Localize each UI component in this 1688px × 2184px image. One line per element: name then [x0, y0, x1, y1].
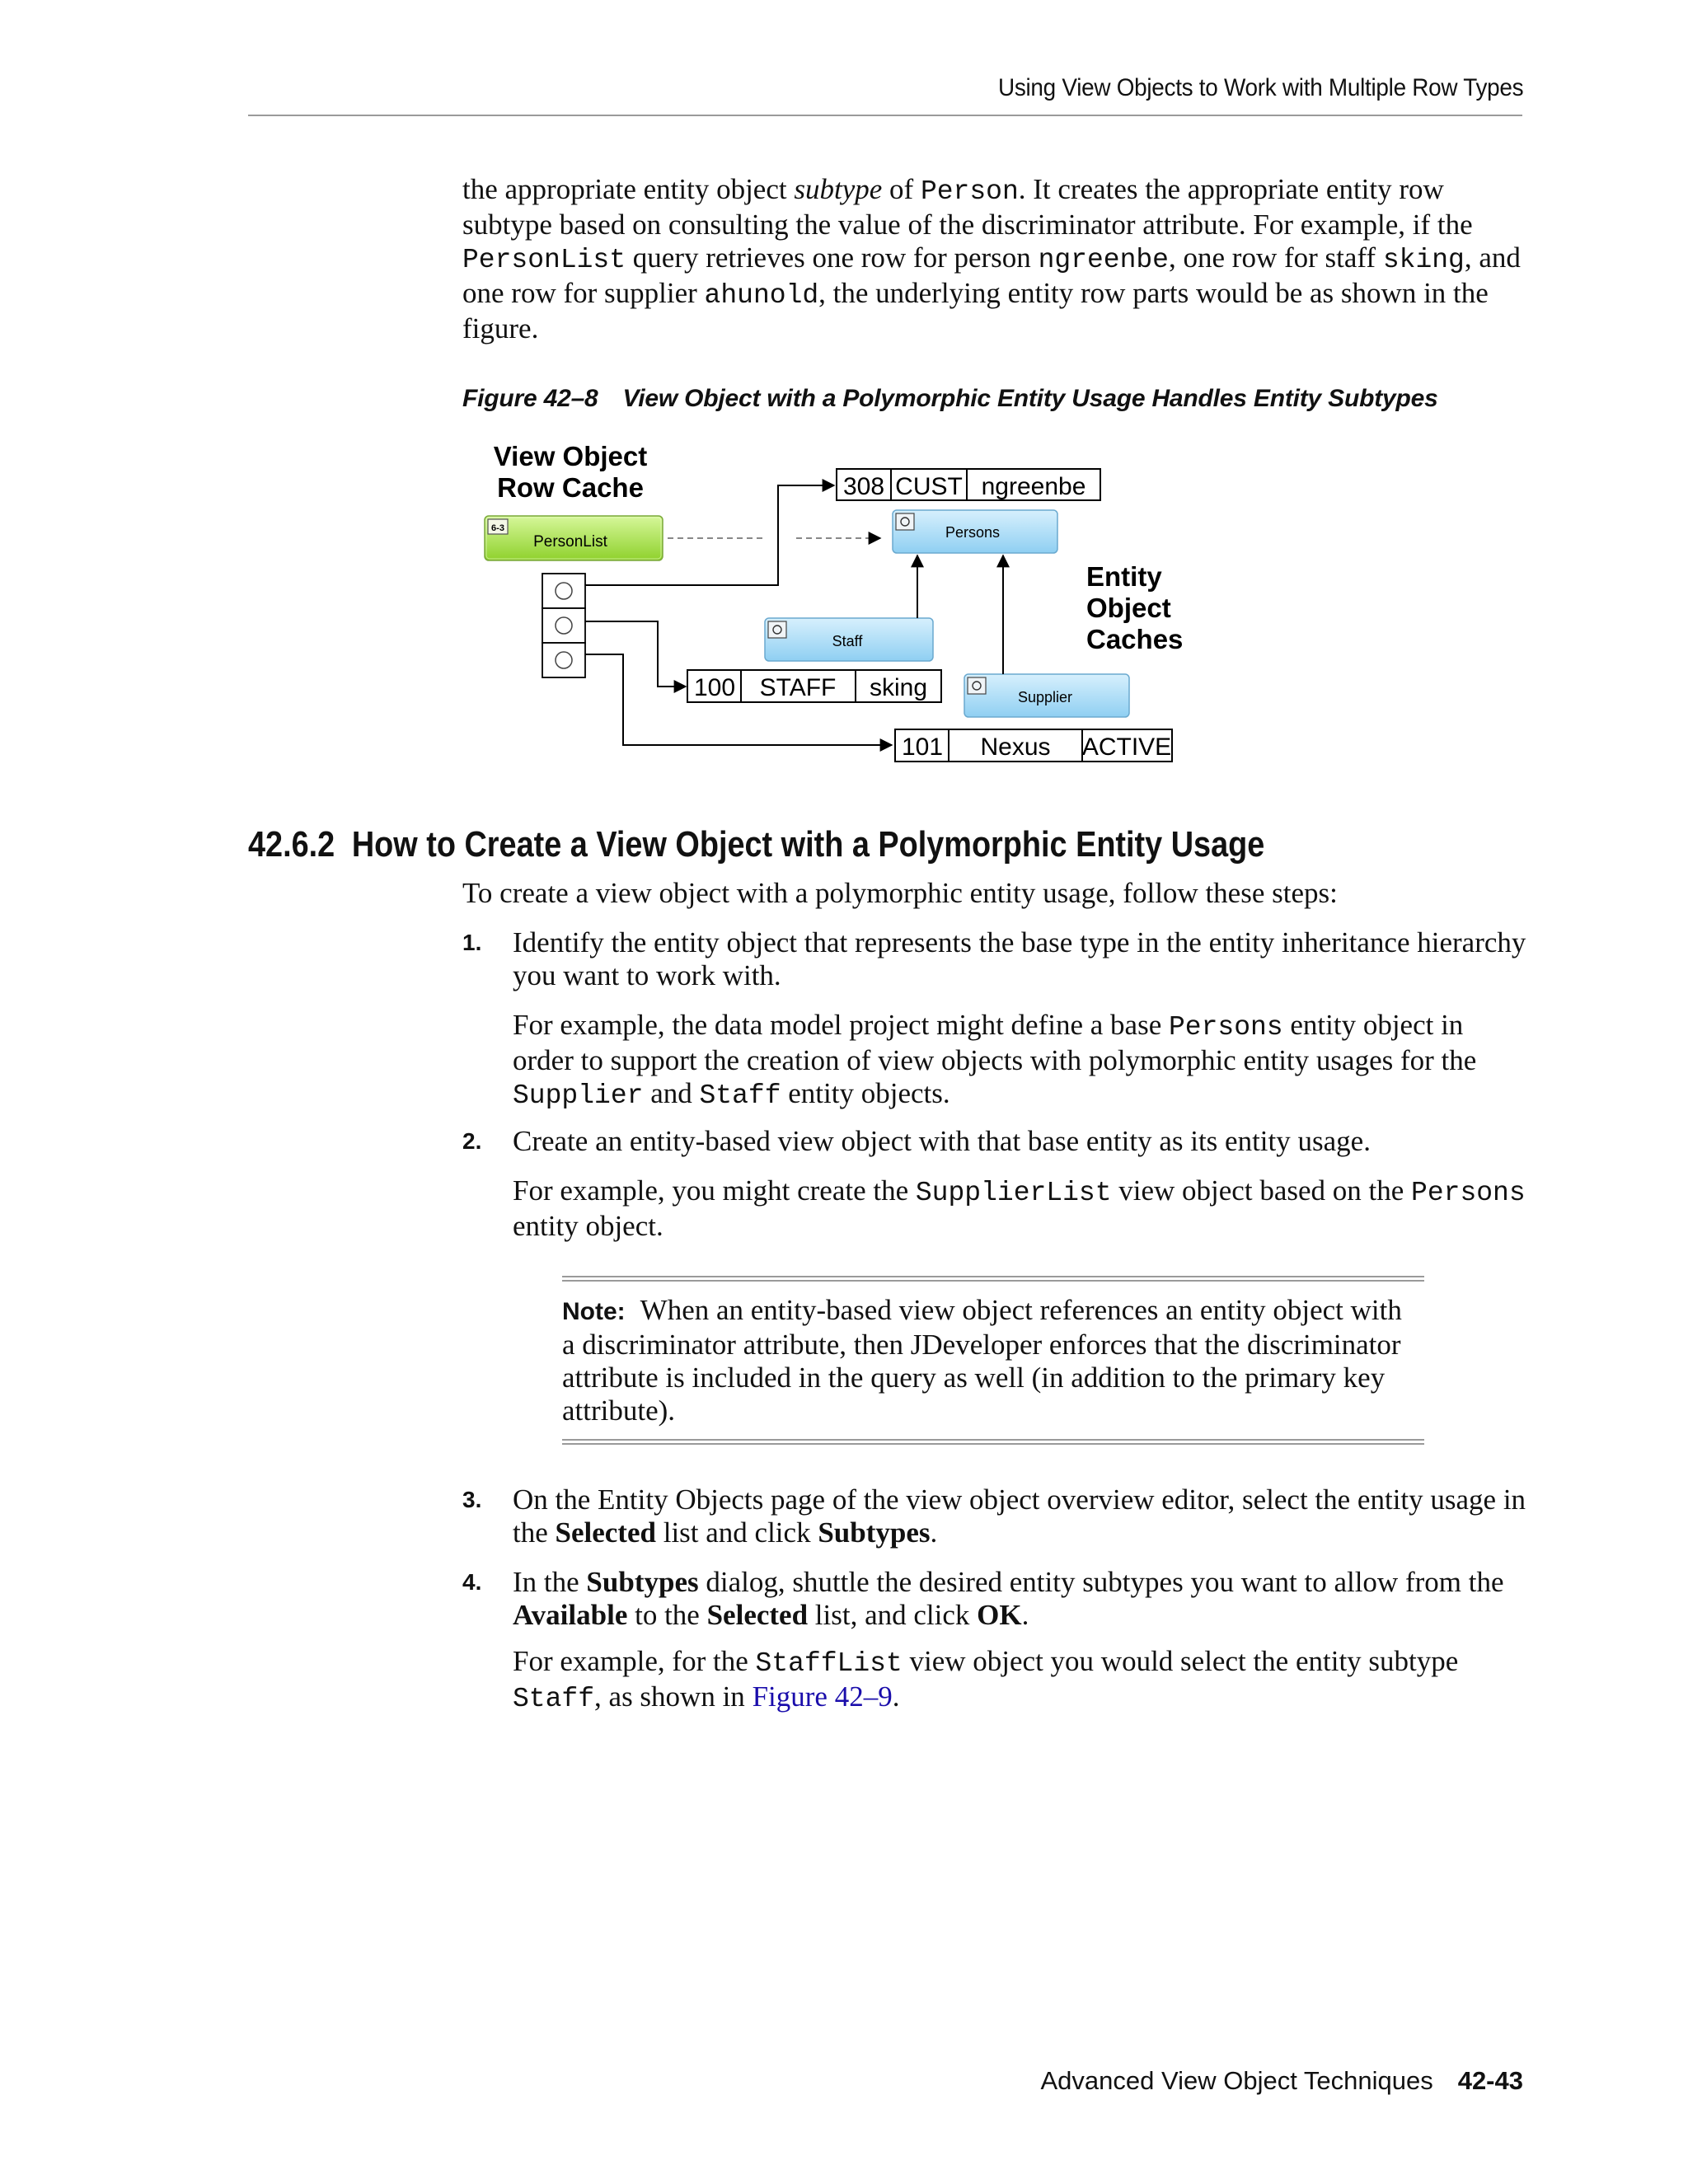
step-3-text: On the Entity Objects page of the view object overview editor, select the entity usage in the Selected list and click Subtypes. [513, 1483, 1526, 1549]
step-4-number: 4. [462, 1569, 482, 1595]
section-intro: To create a view object with a polymorphic entity usage, follow these steps: [462, 877, 1338, 909]
figure-caption: Figure 42–8 View Object with a Polymorphic Entity Usage Handles Entity Subtypes [462, 385, 1438, 412]
eoc-label-line2: Object [1086, 593, 1171, 623]
intro-paragraph: the appropriate entity object subtype of Person. It creates the appropriate entity row subtype based on consulting the value of the discriminator attribute. For example, if the PersonList query retrieves one row for person ngreenbe, one row for staff sking, and one row for supplier ahunold, the underlying entity row parts would be as shown in the figure. [462, 173, 1521, 344]
note-bottom-rule [562, 1439, 1424, 1445]
row-handles [542, 574, 585, 677]
footer-title: Advanced View Object Techniques [1040, 2066, 1433, 2095]
note-top-rule [562, 1276, 1424, 1282]
step-2-number: 2. [462, 1128, 482, 1154]
row-supplier-name: Nexus [980, 733, 1051, 761]
row-staff-type: STAFF [759, 674, 837, 701]
vo-label-line1: View Object [493, 441, 648, 471]
personlist-box [485, 516, 663, 560]
row-person-name: ngreenbe [981, 473, 1086, 500]
persons-label: Persons [945, 524, 1001, 541]
row-person-id: 308 [842, 473, 885, 500]
step-4-text: In the Subtypes dialog, shuttle the desired entity subtypes you want to allow from the Available to the Selected list, and click OK. [513, 1566, 1504, 1631]
personlist-label: PersonList [533, 533, 607, 551]
step-1-text: Identify the entity object that represents the base type in the entity inheritance hierarchy you want to work with. [513, 926, 1526, 991]
entity-object-icon [968, 677, 986, 694]
page-footer [1040, 2066, 1523, 2096]
row-person-type: CUST [895, 473, 963, 500]
view-object-icon [488, 519, 508, 534]
figure-42-9-link[interactable]: Figure 42–9 [752, 1680, 893, 1713]
vo-label-line2: Row Cache [497, 472, 644, 503]
row-staff-id: 100 [693, 674, 736, 701]
supplier-label: Supplier [1017, 689, 1073, 705]
step-1-number: 1. [462, 930, 482, 955]
supplier-entity-box [964, 674, 1129, 717]
row-staff [687, 670, 941, 702]
page-number: 42-43 [1457, 2066, 1523, 2095]
row-staff-name: sking [869, 674, 928, 701]
row-person [837, 469, 1100, 500]
note-label: Note: [562, 1298, 626, 1325]
note-text: Note: When an entity-based view object references an entity object with a discriminator attribute, then JDeveloper enforces that the discriminator attribute is included in the query as well (in addition to the primary key attribute). [562, 1294, 1402, 1427]
staff-label: Staff [832, 633, 863, 649]
step-4-example: For example, for the StaffList view object you would select the entity subtype Staff, as shown in Figure 42–9. [513, 1645, 1459, 1714]
row-supplier-id: 101 [901, 733, 944, 761]
eoc-label-line3: Caches [1086, 624, 1184, 654]
persons-entity-box [893, 510, 1057, 553]
entity-cache-diagram [462, 437, 1253, 783]
staff-entity-box [765, 618, 933, 661]
step-3-number: 3. [462, 1487, 482, 1512]
step-2-text: Create an entity-based view object with that base entity as its entity usage. [513, 1125, 1371, 1157]
running-header: Using View Objects to Work with Multiple Row Types [997, 74, 1523, 101]
eoc-label-line1: Entity [1086, 561, 1162, 592]
section-heading: 42.6.2 How to Create a View Object with a Polymorphic Entity Usage [248, 824, 1265, 865]
entity-object-icon [768, 621, 786, 638]
header-rule [248, 115, 1522, 116]
entity-object-icon [896, 513, 914, 530]
step-1-example: For example, the data model project might define a base Persons entity object in order to support the creation of view objects with polymorphic entity usages for the Supplier and Staff entity objects. [513, 1009, 1477, 1111]
step-2-example: For example, you might create the SupplierList view object based on the Persons entity object. [513, 1174, 1526, 1242]
note-box [562, 1276, 1424, 1447]
row-supplier-status: ACTIVE [1081, 733, 1172, 761]
svg-text:6-3: 6-3 [491, 523, 504, 533]
row-supplier [895, 729, 1172, 762]
